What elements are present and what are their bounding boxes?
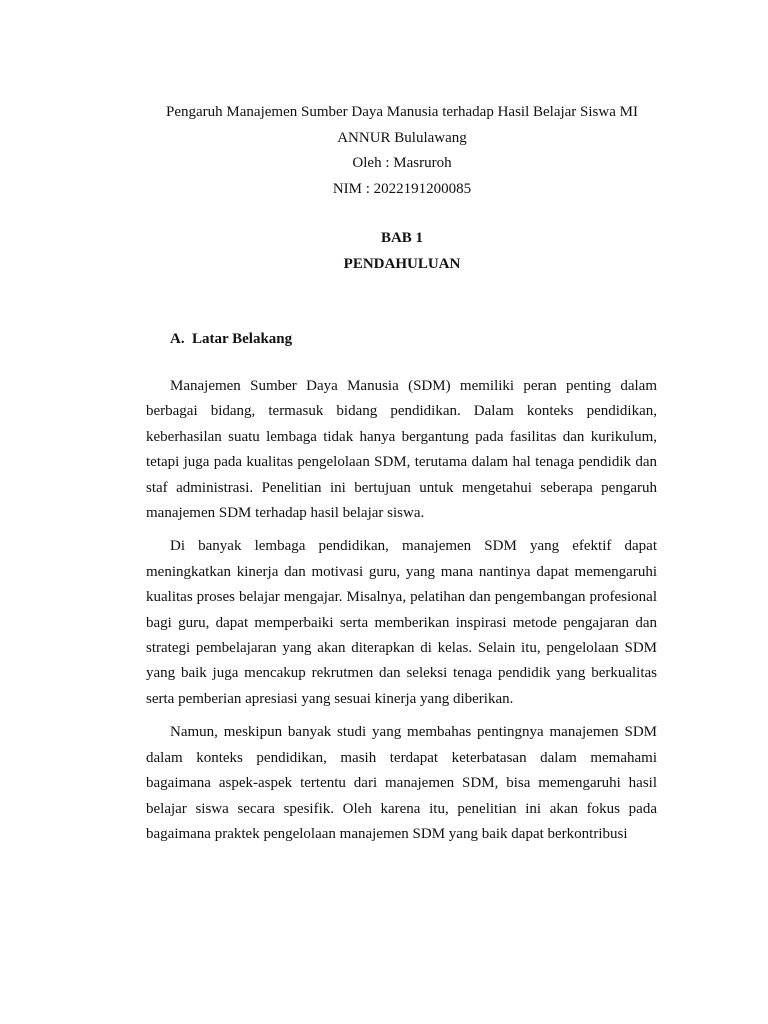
student-id-line: NIM : 2022191200085 bbox=[332, 180, 472, 197]
author-line: Oleh : Masruroh bbox=[352, 155, 452, 171]
title-block bbox=[110, 100, 694, 202]
body-text bbox=[146, 374, 657, 855]
paragraph: Manajemen Sumber Daya Manusia (SDM) memiliki peran penting dalam berbagai bidang, termasuk bidang pendidikan. Dalam konteks pendidikan, keberhasilan suatu lembaga tidak hanya bergantung pada fasilitas dan kurikulum, tetapi juga pada kualitas pengelolaan SDM, terutama dalam hal tenaga pendidik dan staf administrasi. Penelitian ini bertujuan untuk mengetahui seberapa pengaruh manajemen SDM terhadap hasil belajar siswa. bbox=[146, 378, 657, 522]
document-title-line: Pengaruh Manajemen Sumber Daya Manusia terhadap Hasil Belajar Siswa MI bbox=[166, 104, 638, 120]
chapter-heading bbox=[110, 226, 694, 277]
paragraph: Di banyak lembaga pendidikan, manajemen SDM yang efektif dapat meningkatkan kinerja dan motivasi guru, yang mana nantinya dapat memengaruhi kualitas proses belajar mengajar. Misalnya, pelatihan dan pengembangan profesional bagi guru, dapat memperbaiki serta memberikan inspirasi metode pengajaran dan strategi pembelajaran yang akan diterapkan di kelas. Selain itu, pengelolaan SDM yang baik juga mencakup rekrutmen dan seleksi tenaga pendidik yang berkualitas serta pemberian apresiasi yang sesuai kinerja yang diberikan. bbox=[146, 538, 657, 707]
section-heading bbox=[170, 327, 292, 352]
paragraph: Namun, meskipun banyak studi yang membahas pentingnya manajemen SDM dalam konteks pendidikan, masih terdapat keterbatasan dalam memahami bagaimana aspek-aspek tertentu dari manajemen SDM, bisa memengaruhi hasil belajar siswa secara spesifik. Oleh karena itu, penelitian ini akan fokus pada bagaimana praktek pengelolaan manajemen SDM yang baik dapat berkontribusi bbox=[146, 724, 657, 842]
section-title: Latar Belakang bbox=[192, 331, 293, 347]
chapter-title: PENDAHULUAN bbox=[343, 255, 461, 272]
document-title-line: ANNUR Bululawang bbox=[337, 129, 467, 146]
chapter-number: BAB 1 bbox=[380, 230, 424, 246]
section-marker: A. bbox=[170, 331, 185, 347]
